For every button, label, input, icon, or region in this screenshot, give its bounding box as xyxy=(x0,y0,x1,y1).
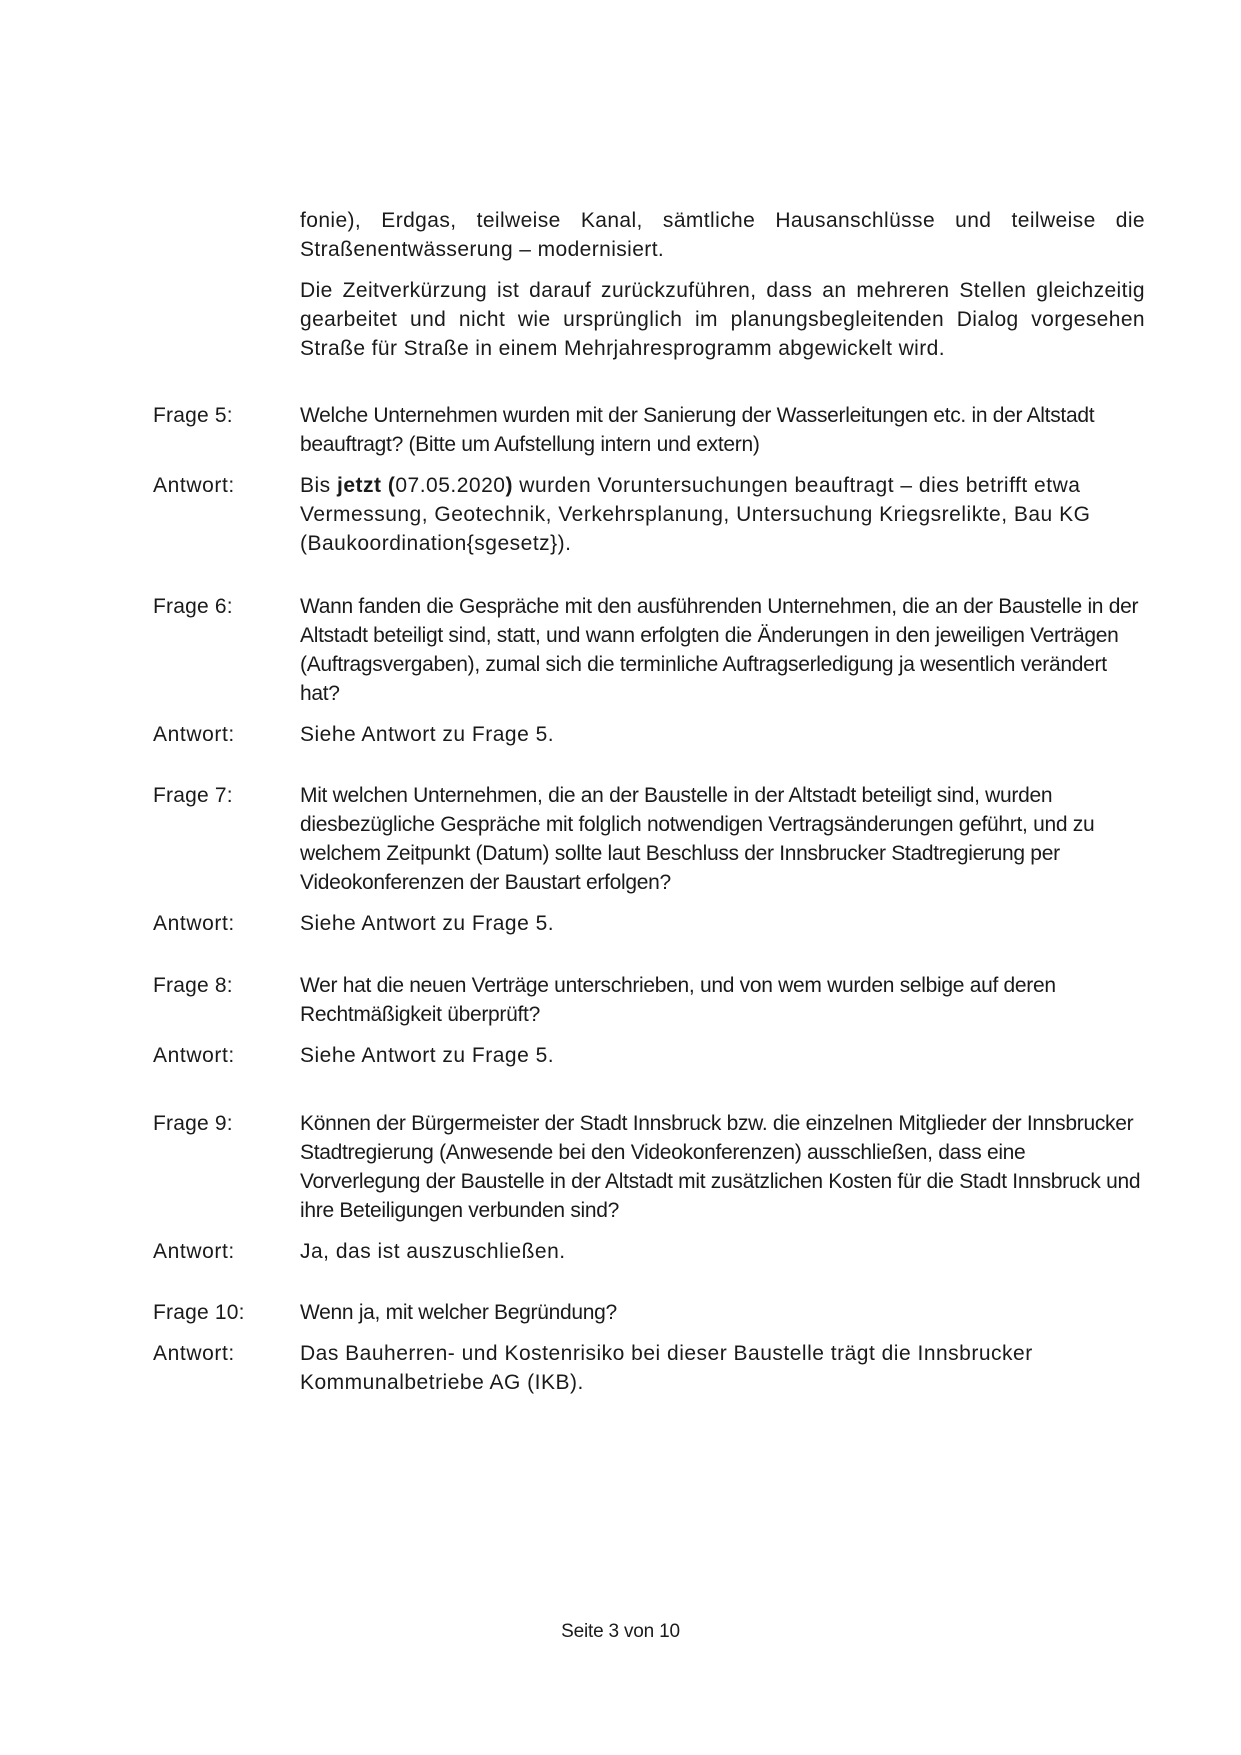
answer-text: Ja, das ist auszuschließen. xyxy=(300,1240,566,1263)
answer-bold: jetzt ( xyxy=(337,474,396,497)
question-row xyxy=(153,401,1145,459)
answer-row xyxy=(153,720,1145,749)
question-text: Mit welchen Unternehmen, die an der Baustelle in der Altstadt beteiligt sind, wurden diesbezügliche Gespräche mit folglich notwendigen Vertragsänderungen geführt, und zu welchem Zeitpunkt (Datum) sollte laut Beschluss der Innsbrucker Stadtregierung per Videokonferenzen der Baustart erfolgen? xyxy=(300,784,1095,894)
question-label: Frage 7: xyxy=(153,784,233,807)
question-label: Frage 9: xyxy=(153,1112,233,1135)
page-number: Seite 3 von 10 xyxy=(561,1621,680,1642)
qa-block-7 xyxy=(153,781,1145,938)
answer-row xyxy=(153,471,1145,558)
answer-label: Antwort: xyxy=(153,1240,235,1263)
answer-bold-close: ) xyxy=(505,474,513,497)
answer-row xyxy=(153,1041,1145,1070)
qa-block-8 xyxy=(153,971,1145,1070)
answer-label: Antwort: xyxy=(153,474,235,497)
answer-row xyxy=(153,1237,1145,1266)
answer-text: Das Bauherren- und Kostenrisiko bei dieser Baustelle trägt die Innsbrucker Kommunalbetriebe AG (IKB). xyxy=(300,1342,1033,1394)
question-label: Frage 10: xyxy=(153,1301,245,1324)
answer-text: Siehe Antwort zu Frage 5. xyxy=(300,912,555,935)
answer-rest: wurden Voruntersuchungen beauftragt – dies betrifft etwa Vermessung, Geotechnik, Verkehrsplanung, Untersuchung Kriegsrelikte, Bau KG (Baukoordination{sgesetz}). xyxy=(300,474,1091,555)
question-label: Frage 6: xyxy=(153,595,233,618)
question-label: Frage 8: xyxy=(153,974,233,997)
question-row xyxy=(153,971,1145,1029)
question-text: Wenn ja, mit welcher Begründung? xyxy=(300,1301,617,1324)
question-text: Wann fanden die Gespräche mit den ausführenden Unternehmen, die an der Baustelle in der Altstadt beteiligt sind, statt, und wann erfolgten die Änderungen in den jeweiligen Verträgen (Auftragsvergaben), zumal sich die terminliche Auftragserledigung ja wesentlich verändert hat? xyxy=(300,595,1139,705)
answer-row xyxy=(153,909,1145,938)
question-label: Frage 5: xyxy=(153,404,233,427)
intro-text-block xyxy=(300,206,1145,375)
qa-block-9 xyxy=(153,1109,1145,1266)
answer-date: 07.05.2020 xyxy=(395,474,506,497)
qa-block-10 xyxy=(153,1298,1145,1397)
answer-row xyxy=(153,1339,1145,1397)
answer-text xyxy=(300,471,1145,558)
qa-block-6 xyxy=(153,592,1145,749)
answer-text: Siehe Antwort zu Frage 5. xyxy=(300,723,555,746)
question-row xyxy=(153,1109,1145,1225)
question-row xyxy=(153,1298,1145,1327)
question-text: Können der Bürgermeister der Stadt Innsbruck bzw. die einzelnen Mitglieder der Innsbrucker Stadtregierung (Anwesende bei den Videokonferenzen) ausschließen, dass eine Vorverlegung der Baustelle in der Altstadt mit zusätzlichen Kosten für die Stadt Innsbruck und ihre Beteiligungen verbunden sind? xyxy=(300,1112,1141,1222)
intro-paragraph-2: Die Zeitverkürzung ist darauf zurückzuführen, dass an mehreren Stellen gleichzeitig gearbeitet und nicht wie ursprünglich im planungsbegleitenden Dialog vorgesehen Straße für Straße in einem Mehrjahresprogramm abgewickelt wird. xyxy=(300,279,1145,360)
question-text: Wer hat die neuen Verträge unterschrieben, und von wem wurden selbige auf deren Rechtmäßigkeit überprüft? xyxy=(300,974,1056,1026)
answer-label: Antwort: xyxy=(153,723,235,746)
intro-paragraph-1: fonie), Erdgas, teilweise Kanal, sämtliche Hausanschlüsse und teilweise die Straßenentwässerung – modernisiert. xyxy=(300,209,1145,261)
answer-prefix: Bis xyxy=(300,474,338,497)
answer-text: Siehe Antwort zu Frage 5. xyxy=(300,1044,555,1067)
answer-label: Antwort: xyxy=(153,1044,235,1067)
answer-label: Antwort: xyxy=(153,912,235,935)
question-row xyxy=(153,592,1145,708)
question-text: Welche Unternehmen wurden mit der Sanierung der Wasserleitungen etc. in der Altstadt beauftragt? (Bitte um Aufstellung intern und extern) xyxy=(300,404,1095,456)
qa-block-5 xyxy=(153,401,1145,558)
question-row xyxy=(153,781,1145,897)
answer-label: Antwort: xyxy=(153,1342,235,1365)
